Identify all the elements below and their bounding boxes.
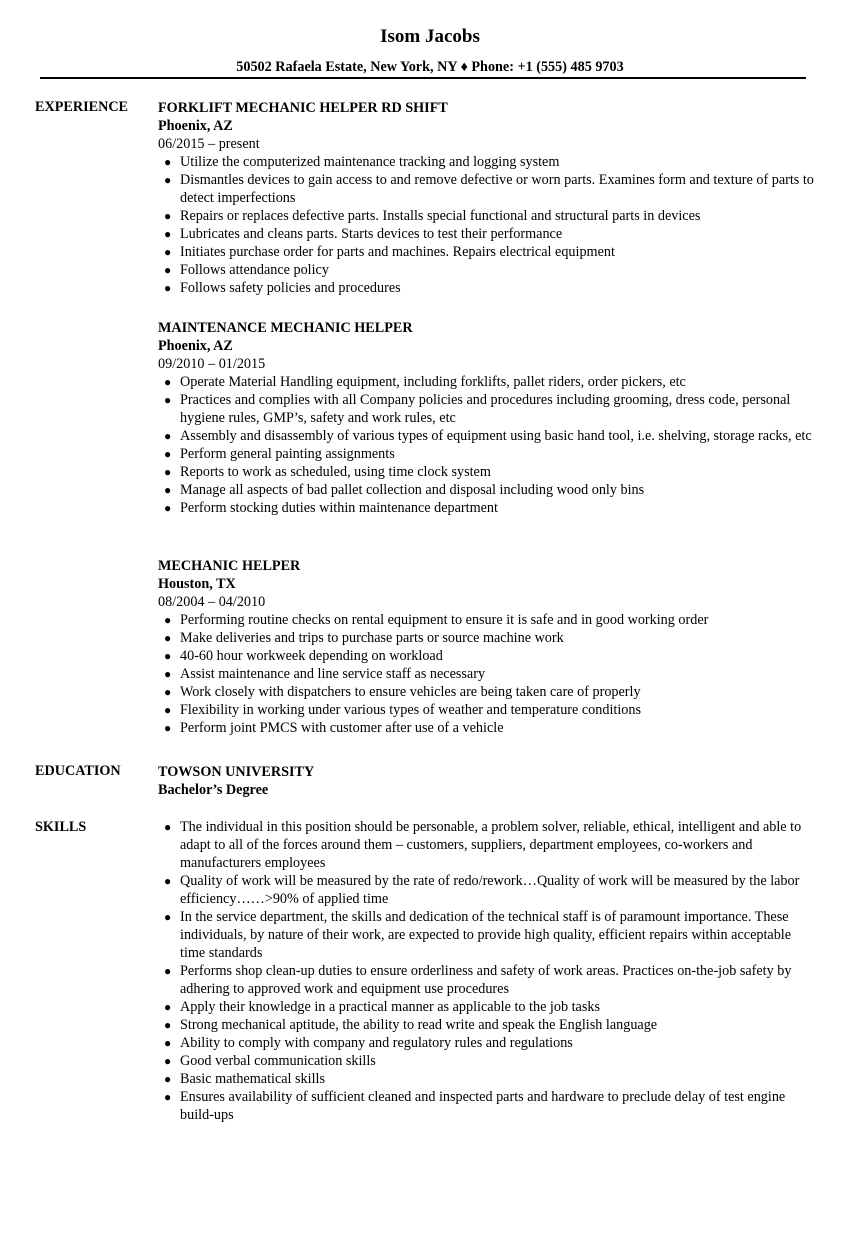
job-entry [158, 557, 818, 737]
list-item: ● Quality of work will be measured by the rate of redo/rework…Quality of work will be measured by the labor efficiency……>90% of applied time [164, 873, 800, 907]
list-item: ● The individual in this position should be personable, a problem solver, reliable, ethical, intelligent and able to adapt to all of the forces around them – customers, suppliers, department employees, co-workers and manufacturers employees [164, 819, 802, 871]
list-item: ● Perform joint PMCS with customer after use of a vehicle [164, 720, 504, 736]
list-item: ● Perform stocking duties within maintenance department [164, 500, 498, 516]
education-entry [158, 763, 818, 799]
experience-heading: EXPERIENCE [35, 99, 129, 115]
bullet-icon: ● [164, 245, 172, 259]
job-title: FORKLIFT MECHANIC HELPER RD SHIFT [158, 100, 448, 116]
list-item: ● Dismantles devices to gain access to and remove defective or worn parts. Examines form and texture of parts to detect imperfections [164, 172, 814, 206]
job-duties [158, 153, 818, 297]
header-divider [40, 77, 806, 79]
bullet-icon: ● [164, 375, 172, 389]
list-item: ● Work closely with dispatchers to ensure vehicles are being taken care of properly [164, 684, 641, 700]
list-item: ● Assist maintenance and line service staff as necessary [164, 666, 486, 682]
list-item: ● Ensures availability of sufficient cleaned and inspected parts and hardware to preclude delay of test engine build-ups [164, 1089, 786, 1123]
degree: Bachelor’s Degree [158, 782, 269, 798]
list-item: ● Operate Material Handling equipment, including forklifts, pallet riders, order pickers, etc [164, 374, 686, 390]
list-item: ● Perform general painting assignments [164, 446, 395, 462]
list-item: ● Strong mechanical aptitude, the ability to read write and speak the English language [164, 1017, 658, 1033]
bullet-icon: ● [164, 1036, 172, 1050]
bullet-icon: ● [164, 874, 172, 888]
skills-list-block [158, 818, 818, 1124]
bullet-icon: ● [164, 263, 172, 277]
list-item: ● Utilize the computerized maintenance tracking and logging system [164, 154, 560, 170]
list-item: ● Performs shop clean-up duties to ensure orderliness and safety of work areas. Practices on-the-job safety by adhering to approved work and equipment use procedures [164, 963, 792, 997]
job-entry [158, 319, 818, 517]
bullet-icon: ● [164, 1090, 172, 1104]
bullet-icon: ● [164, 685, 172, 699]
list-item: ● Follows safety policies and procedures [164, 280, 401, 296]
bullet-icon: ● [164, 649, 172, 663]
bullet-icon: ● [164, 393, 172, 407]
list-item: ● Apply their knowledge in a practical manner as applicable to the job tasks [164, 999, 600, 1015]
job-location: Houston, TX [158, 576, 236, 592]
list-item: ● Repairs or replaces defective parts. Installs special functional and structural parts in devices [164, 208, 701, 224]
list-item: ● Manage all aspects of bad pallet collection and disposal including wood only bins [164, 482, 645, 498]
bullet-icon: ● [164, 613, 172, 627]
list-item: ● Reports to work as scheduled, using time clock system [164, 464, 491, 480]
bullet-icon: ● [164, 1018, 172, 1032]
job-title: MAINTENANCE MECHANIC HELPER [158, 320, 413, 336]
job-duties [158, 373, 818, 517]
bullet-icon: ● [164, 209, 172, 223]
bullet-icon: ● [164, 465, 172, 479]
bullet-icon: ● [164, 173, 172, 187]
bullet-icon: ● [164, 447, 172, 461]
list-item: ● Follows attendance policy [164, 262, 329, 278]
job-entry [158, 99, 818, 297]
list-item: ● Assembly and disassembly of various types of equipment using basic hand tool, i.e. shelving, storage racks, etc [164, 428, 812, 444]
bullet-icon: ● [164, 964, 172, 978]
list-item: ● Practices and complies with all Company policies and procedures including grooming, dress code, personal hygiene rules, GMP’s, safety and work rules, etc [164, 392, 791, 426]
job-location: Phoenix, AZ [158, 338, 233, 354]
bullet-icon: ● [164, 155, 172, 169]
bullet-icon: ● [164, 910, 172, 924]
bullet-icon: ● [164, 703, 172, 717]
list-item: ● Performing routine checks on rental equipment to ensure it is safe and in good working order [164, 612, 709, 628]
contact-line: 50502 Rafaela Estate, New York, NY ♦ Phone: +1 (555) 485 9703 [236, 59, 624, 75]
list-item: ● Good verbal communication skills [164, 1053, 376, 1069]
job-location: Phoenix, AZ [158, 118, 233, 134]
list-item: ● In the service department, the skills and dedication of the technical staff is of paramount importance. These individuals, by nature of their work, are expected to provide high quality, efficient repairs within acceptable time standards [164, 909, 792, 961]
job-duties [158, 611, 818, 737]
job-title: MECHANIC HELPER [158, 558, 301, 574]
job-dates: 09/2010 – 01/2015 [158, 356, 266, 372]
bullet-icon: ● [164, 721, 172, 735]
bullet-icon: ● [164, 501, 172, 515]
bullet-icon: ● [164, 631, 172, 645]
bullet-icon: ● [164, 1000, 172, 1014]
list-item: ● Ability to comply with company and regulatory rules and regulations [164, 1035, 573, 1051]
list-item: ● Initiates purchase order for parts and machines. Repairs electrical equipment [164, 244, 615, 260]
list-item: ● Flexibility in working under various types of weather and temperature conditions [164, 702, 641, 718]
bullet-icon: ● [164, 1072, 172, 1086]
bullet-icon: ● [164, 429, 172, 443]
school-name: TOWSON UNIVERSITY [158, 764, 315, 780]
education-heading: EDUCATION [35, 763, 121, 779]
bullet-icon: ● [164, 820, 172, 834]
bullet-icon: ● [164, 227, 172, 241]
candidate-name: Isom Jacobs [380, 26, 480, 47]
bullet-icon: ● [164, 1054, 172, 1068]
job-dates: 08/2004 – 04/2010 [158, 594, 266, 610]
job-dates: 06/2015 – present [158, 136, 260, 152]
skills-heading: SKILLS [35, 819, 87, 835]
bullet-icon: ● [164, 483, 172, 497]
list-item: ● 40-60 hour workweek depending on workload [164, 648, 443, 664]
list-item: ● Make deliveries and trips to purchase parts or source machine work [164, 630, 564, 646]
skills-list [158, 818, 818, 1124]
bullet-icon: ● [164, 667, 172, 681]
list-item: ● Basic mathematical skills [164, 1071, 325, 1087]
bullet-icon: ● [164, 281, 172, 295]
list-item: ● Lubricates and cleans parts. Starts devices to test their performance [164, 226, 563, 242]
